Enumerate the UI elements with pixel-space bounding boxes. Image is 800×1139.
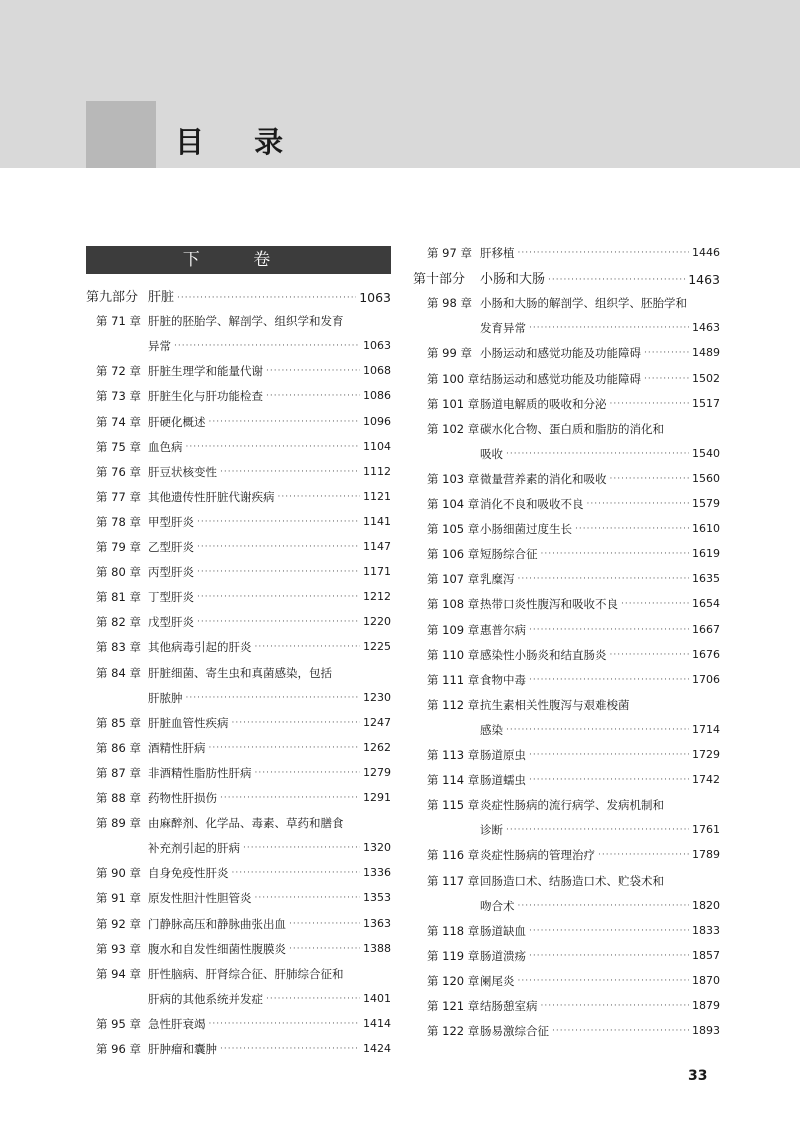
chapter-number: 第 107 章	[427, 572, 480, 587]
page-ref: 1619	[692, 547, 720, 561]
page-ref: 1112	[363, 464, 391, 478]
page-ref: 1121	[363, 489, 391, 503]
toc-chapter-entry[interactable]	[427, 494, 720, 514]
chapter-title: 肝脏生理学和能量代谢	[148, 364, 263, 379]
dot-leader	[220, 1039, 360, 1059]
page-ref: 1096	[363, 414, 391, 428]
page-ref: 1463	[692, 321, 720, 335]
chapter-number: 第 111 章	[427, 672, 480, 687]
toc-chapter-continuation[interactable]	[427, 318, 720, 338]
chapter-title-continuation: 发育异常	[480, 321, 526, 336]
chapter-number: 第 109 章	[427, 622, 480, 637]
page-ref: 1388	[363, 941, 391, 955]
dot-leader	[197, 587, 360, 607]
toc-chapter-entry[interactable]	[427, 620, 720, 640]
chapter-number: 第 115 章	[427, 798, 480, 813]
dot-leader	[232, 863, 361, 883]
chapter-title: 肝脏的胚胎学、解剖学、组织学和发育	[148, 314, 344, 329]
page-ref: 1870	[692, 973, 720, 987]
chapter-title: 其他遗传性肝脏代谢疾病	[148, 489, 275, 504]
toc-chapter-continuation[interactable]	[427, 720, 720, 740]
dot-leader	[610, 394, 690, 414]
toc-chapter-entry[interactable]	[86, 587, 391, 607]
page-ref: 1635	[692, 572, 720, 586]
volume-banner: 下 卷	[86, 246, 391, 274]
dot-leader	[506, 820, 689, 840]
toc-chapter-entry[interactable]	[427, 569, 720, 589]
page-ref: 1063	[363, 339, 391, 353]
chapter-number: 第 102 章	[427, 421, 480, 436]
toc-chapter-continuation[interactable]	[86, 688, 391, 708]
page-ref: 1729	[692, 748, 720, 761]
chapter-number: 第 106 章	[427, 547, 480, 562]
toc-chapter-entry[interactable]	[86, 738, 391, 758]
page-ref: 1247	[363, 715, 391, 729]
page-ref: 1667	[692, 622, 720, 636]
page-ref: 1320	[363, 841, 391, 855]
dot-leader	[518, 243, 690, 263]
chapter-number: 第 93 章	[96, 941, 141, 956]
chapter-title: 回肠造口术、结肠造口术、贮袋术和	[480, 873, 664, 888]
chapter-number: 第 104 章	[427, 497, 480, 511]
toc-chapter-entry[interactable]	[86, 361, 391, 381]
chapter-number: 第 73 章	[96, 389, 141, 404]
page-ref: 1893	[692, 1024, 720, 1038]
toc-chapter-entry[interactable]	[86, 914, 391, 934]
dot-leader	[610, 469, 690, 489]
toc-chapter-entry[interactable]	[86, 1039, 391, 1059]
chapter-title: 感染性小肠炎和结直肠炎	[480, 647, 607, 662]
dot-leader	[243, 838, 360, 858]
chapter-number: 第 110 章	[427, 647, 480, 662]
toc-chapter-entry[interactable]	[86, 512, 391, 532]
toc-chapter-entry[interactable]	[86, 462, 391, 482]
toc-chapter-entry[interactable]	[427, 745, 720, 765]
page-ref: 1742	[692, 773, 720, 787]
page-ref: 1363	[363, 916, 391, 930]
dot-leader	[186, 437, 361, 457]
page-ref: 1063	[359, 290, 391, 305]
page-ref: 1517	[692, 396, 720, 410]
toc-chapter-entry[interactable]	[427, 921, 720, 941]
dot-leader	[197, 512, 360, 532]
chapter-title: 惠普尔病	[480, 622, 526, 637]
chapter-title: 阑尾炎	[480, 973, 515, 988]
toc-chapter-entry[interactable]	[86, 713, 391, 733]
chapter-number: 第 87 章	[96, 765, 141, 780]
chapter-number: 第 121 章	[427, 999, 480, 1013]
chapter-number: 第 95 章	[96, 1016, 141, 1031]
chapter-title: 丁型肝炎	[148, 590, 194, 605]
chapter-title: 由麻醉剂、化学品、毒素、草药和膳食	[148, 816, 344, 831]
toc-chapter-continuation[interactable]	[86, 336, 391, 356]
chapter-title-continuation: 感染	[480, 722, 503, 737]
chapter-number: 第 108 章	[427, 597, 480, 612]
toc-chapter-continuation[interactable]	[86, 838, 391, 858]
page-ref: 1171	[363, 565, 391, 579]
chapter-title-continuation: 补充剂引起的肝病	[148, 841, 240, 856]
dot-leader	[587, 494, 690, 514]
toc-chapter-entry[interactable]	[86, 663, 391, 683]
toc-chapter-entry[interactable]	[427, 369, 720, 389]
chapter-number: 第 97 章	[427, 246, 472, 260]
page-ref: 1654	[692, 597, 720, 611]
chapter-title: 肠道原虫	[480, 748, 526, 762]
dot-leader	[266, 989, 360, 1009]
page-ref: 1141	[363, 514, 391, 528]
toc-chapter-entry[interactable]	[427, 795, 720, 815]
page-ref: 1761	[692, 823, 720, 837]
chapter-number: 第 98 章	[427, 296, 472, 311]
chapter-title-continuation: 诊断	[480, 823, 503, 838]
dot-leader	[255, 637, 361, 657]
dot-leader	[209, 1014, 361, 1034]
page-ref: 1446	[692, 246, 720, 259]
toc-chapter-entry[interactable]	[427, 394, 720, 414]
toc-chapter-entry[interactable]	[86, 612, 391, 632]
page-ref: 1502	[692, 371, 720, 385]
chapter-title: 药物性肝损伤	[148, 791, 217, 805]
toc-chapter-entry[interactable]	[427, 1021, 720, 1041]
chapter-number: 第 105 章	[427, 522, 480, 537]
chapter-title: 乳糜泻	[480, 572, 515, 587]
chapter-number: 第 78 章	[96, 514, 141, 529]
dot-leader	[506, 720, 689, 740]
dot-leader	[529, 670, 689, 690]
chapter-number: 第 83 章	[96, 640, 141, 655]
chapter-title: 肠易激综合征	[480, 1024, 549, 1039]
toc-chapter-entry[interactable]	[427, 845, 720, 865]
dot-leader	[209, 738, 361, 758]
toc-chapter-entry[interactable]	[86, 1014, 391, 1034]
chapter-title: 肠道溃疡	[480, 948, 526, 963]
page-ref: 1820	[692, 898, 720, 912]
chapter-title: 小肠细菌过度生长	[480, 522, 572, 537]
page-ref: 1789	[692, 848, 720, 862]
toc-chapter-entry[interactable]	[427, 293, 720, 313]
page-ref: 1068	[363, 364, 391, 378]
chapter-number: 第 103 章	[427, 471, 480, 486]
chapter-title: 肝豆状核变性	[148, 464, 217, 479]
dot-leader	[266, 361, 360, 381]
toc-chapter-entry[interactable]	[427, 770, 720, 790]
toc-chapter-entry[interactable]	[427, 594, 720, 614]
page-ref: 1879	[692, 999, 720, 1012]
part-number: 第十部分	[413, 272, 466, 288]
chapter-number: 第 77 章	[96, 489, 141, 504]
chapter-number: 第 74 章	[96, 414, 141, 429]
dot-leader	[289, 939, 360, 959]
page-ref: 1212	[363, 590, 391, 604]
chapter-title: 酒精性肝病	[148, 740, 206, 755]
chapter-number: 第 86 章	[96, 740, 141, 755]
page-ref: 1463	[688, 272, 720, 288]
dot-leader	[621, 594, 689, 614]
chapter-title: 戊型肝炎	[148, 615, 194, 630]
dot-leader	[644, 369, 689, 389]
dot-leader	[529, 946, 689, 966]
chapter-number: 第 84 章	[96, 665, 141, 680]
chapter-title: 微量营养素的消化和吸收	[480, 471, 607, 486]
chapter-title: 小肠运动和感觉功能及功能障碍	[480, 346, 641, 361]
chapter-title: 甲型肝炎	[148, 514, 194, 529]
chapter-number: 第 82 章	[96, 615, 141, 630]
dot-leader	[220, 788, 360, 808]
toc-chapter-entry[interactable]	[427, 469, 720, 489]
chapter-number: 第 80 章	[96, 565, 141, 580]
toc-chapter-entry[interactable]	[86, 863, 391, 883]
dot-leader	[529, 318, 689, 338]
dot-leader	[209, 412, 361, 432]
chapter-number: 第 99 章	[427, 346, 472, 361]
chapter-number: 第 120 章	[427, 973, 480, 988]
chapter-title: 消化不良和吸收不良	[480, 497, 584, 511]
toc-chapter-entry[interactable]	[86, 788, 391, 808]
toc-chapter-entry[interactable]	[427, 645, 720, 665]
part-number: 第九部分	[86, 290, 139, 305]
chapter-title: 炎症性肠病的管理治疗	[480, 848, 595, 863]
dot-leader	[518, 971, 690, 991]
chapter-title: 门静脉高压和静脉曲张出血	[148, 916, 286, 931]
chapter-number: 第 112 章	[427, 697, 480, 712]
chapter-title: 肝脏血管性疾病	[148, 715, 229, 730]
chapter-number: 第 85 章	[96, 715, 141, 730]
part-title: 小肠和大肠	[480, 272, 546, 288]
toc-chapter-entry[interactable]	[427, 243, 720, 263]
dot-leader	[220, 462, 360, 482]
chapter-number: 第 122 章	[427, 1024, 480, 1039]
page-ref: 1291	[363, 791, 391, 804]
chapter-number: 第 116 章	[427, 848, 480, 863]
chapter-number: 第 72 章	[96, 364, 141, 379]
dot-leader	[278, 487, 361, 507]
header-accent-box	[86, 101, 156, 168]
toc-chapter-entry[interactable]	[86, 562, 391, 582]
chapter-title: 短肠综合征	[480, 547, 538, 562]
dot-leader	[197, 612, 360, 632]
chapter-title: 肠道蠕虫	[480, 773, 526, 788]
chapter-title-continuation: 异常	[148, 339, 171, 354]
dot-leader	[186, 688, 361, 708]
chapter-number: 第 91 章	[96, 891, 141, 906]
page-ref: 1220	[363, 615, 391, 629]
dot-leader	[529, 770, 689, 790]
toc-chapter-entry[interactable]	[86, 386, 391, 406]
page-ref: 1540	[692, 446, 720, 460]
header-band	[0, 0, 800, 168]
page-ref: 1579	[692, 497, 720, 510]
chapter-title: 肝脏细菌、寄生虫和真菌感染，包括	[148, 665, 332, 680]
chapter-title: 非酒精性脂肪性肝病	[148, 765, 252, 780]
dot-leader	[197, 537, 360, 557]
page-ref: 1610	[692, 522, 720, 536]
dot-leader	[289, 914, 360, 934]
page-ref: 1489	[692, 346, 720, 360]
toc-chapter-continuation[interactable]	[427, 820, 720, 840]
chapter-title: 丙型肝炎	[148, 565, 194, 580]
chapter-title-continuation: 吸收	[480, 446, 503, 461]
page-ref: 1086	[363, 389, 391, 403]
dot-leader	[598, 845, 689, 865]
toc-chapter-continuation[interactable]	[427, 444, 720, 464]
dot-leader	[610, 645, 690, 665]
page-ref: 1401	[363, 991, 391, 1005]
chapter-title: 腹水和自发性细菌性腹膜炎	[148, 941, 286, 956]
toc-chapter-entry[interactable]	[427, 343, 720, 363]
toc-chapter-entry[interactable]	[86, 939, 391, 959]
chapter-number: 第 101 章	[427, 396, 480, 411]
chapter-number: 第 94 章	[96, 966, 141, 981]
toc-chapter-continuation[interactable]	[86, 989, 391, 1009]
dot-leader	[552, 1021, 689, 1041]
dot-leader	[197, 562, 360, 582]
toc-chapter-entry[interactable]	[427, 996, 720, 1016]
toc-chapter-entry[interactable]	[86, 888, 391, 908]
toc-chapter-entry[interactable]	[427, 871, 720, 891]
page-ref: 1676	[692, 647, 720, 661]
chapter-title-continuation: 肝病的其他系统并发症	[148, 991, 263, 1006]
chapter-title: 乙型肝炎	[148, 540, 194, 554]
chapter-title: 肝肿瘤和囊肿	[148, 1042, 217, 1056]
chapter-title: 炎症性肠病的流行病学、发病机制和	[480, 798, 664, 813]
chapter-title: 肠道缺血	[480, 923, 526, 938]
toc-chapter-entry[interactable]	[427, 946, 720, 966]
chapter-title: 小肠和大肠的解剖学、组织学、胚胎学和	[480, 296, 687, 311]
chapter-title: 结肠运动和感觉功能及功能障碍	[480, 371, 641, 386]
chapter-number: 第 100 章	[427, 371, 480, 386]
chapter-title: 肝移植	[480, 246, 515, 260]
chapter-title: 其他病毒引起的肝炎	[148, 640, 252, 655]
page-ref: 1336	[363, 866, 391, 880]
toc-chapter-entry[interactable]	[427, 419, 720, 439]
page-ref: 1414	[363, 1016, 391, 1030]
toc-chapter-entry[interactable]	[86, 487, 391, 507]
toc-chapter-entry[interactable]	[427, 670, 720, 690]
dot-leader	[177, 288, 356, 308]
dot-leader	[255, 888, 361, 908]
dot-leader	[232, 713, 361, 733]
chapter-title-continuation: 吻合术	[480, 898, 515, 913]
dot-leader	[529, 921, 689, 941]
chapter-number: 第 113 章	[427, 748, 480, 762]
toc-chapter-entry[interactable]	[427, 695, 720, 715]
page-number: 33	[688, 1068, 708, 1084]
chapter-title-continuation: 肝脓肿	[148, 690, 183, 705]
toc-chapter-entry[interactable]	[86, 437, 391, 457]
dot-leader	[174, 336, 360, 356]
dot-leader	[518, 896, 690, 916]
chapter-number: 第 79 章	[96, 540, 141, 554]
page-ref: 1857	[692, 948, 720, 962]
page-ref: 1262	[363, 740, 391, 754]
chapter-number: 第 71 章	[96, 314, 141, 329]
toc-chapter-entry[interactable]	[86, 311, 391, 331]
dot-leader	[255, 763, 361, 783]
chapter-number: 第 88 章	[96, 791, 141, 805]
toc-part-entry[interactable]	[86, 288, 391, 308]
page-ref: 1104	[363, 439, 391, 453]
chapter-title: 肝硬化概述	[148, 414, 206, 429]
toc-part-entry[interactable]	[413, 270, 720, 290]
chapter-number: 第 90 章	[96, 866, 141, 881]
chapter-title: 自身免疫性肝炎	[148, 866, 229, 881]
toc-chapter-entry[interactable]	[86, 412, 391, 432]
page-ref: 1424	[363, 1042, 391, 1055]
toc-chapter-entry[interactable]	[86, 537, 391, 557]
page-ref: 1279	[363, 765, 391, 779]
chapter-title: 肝脏生化与肝功能检查	[148, 389, 263, 404]
chapter-number: 第 119 章	[427, 948, 480, 963]
toc-chapter-entry[interactable]	[427, 519, 720, 539]
chapter-number: 第 118 章	[427, 923, 480, 938]
chapter-number: 第 96 章	[96, 1042, 141, 1056]
page-ref: 1230	[363, 690, 391, 704]
toc-chapter-entry[interactable]	[86, 964, 391, 984]
dot-leader	[644, 343, 689, 363]
dot-leader	[529, 620, 689, 640]
chapter-title: 血色病	[148, 439, 183, 454]
chapter-number: 第 92 章	[96, 916, 141, 931]
chapter-title: 抗生素相关性腹泻与艰难梭菌	[480, 697, 630, 712]
chapter-number: 第 89 章	[96, 816, 141, 831]
chapter-title: 结肠憩室病	[480, 999, 538, 1013]
page-title: 目 录	[175, 125, 304, 159]
toc-chapter-entry[interactable]	[86, 637, 391, 657]
dot-leader	[518, 569, 690, 589]
page-ref: 1225	[363, 640, 391, 654]
toc-chapter-entry[interactable]	[427, 544, 720, 564]
chapter-title: 原发性胆汁性胆管炎	[148, 891, 252, 906]
chapter-number: 第 76 章	[96, 464, 141, 479]
page-ref: 1147	[363, 540, 391, 553]
dot-leader	[548, 270, 685, 290]
toc-chapter-entry[interactable]	[86, 813, 391, 833]
chapter-title: 肝性脑病、肝肾综合征、肝肺综合征和	[148, 966, 344, 981]
dot-leader	[266, 386, 360, 406]
toc-chapter-continuation[interactable]	[427, 896, 720, 916]
chapter-title: 急性肝衰竭	[148, 1016, 206, 1031]
dot-leader	[541, 544, 690, 564]
chapter-title: 热带口炎性腹泻和吸收不良	[480, 597, 618, 612]
chapter-number: 第 117 章	[427, 873, 480, 888]
toc-chapter-entry[interactable]	[86, 763, 391, 783]
chapter-title: 碳水化合物、蛋白质和脂肪的消化和	[480, 421, 664, 436]
chapter-title: 食物中毒	[480, 672, 526, 687]
chapter-number: 第 81 章	[96, 590, 141, 605]
chapter-title: 肠道电解质的吸收和分泌	[480, 396, 607, 411]
page-ref: 1833	[692, 923, 720, 937]
page-ref: 1560	[692, 471, 720, 485]
page-ref: 1714	[692, 722, 720, 736]
dot-leader	[529, 745, 689, 765]
dot-leader	[506, 444, 689, 464]
chapter-number: 第 75 章	[96, 439, 141, 454]
page-ref: 1353	[363, 891, 391, 905]
part-title: 肝脏	[148, 290, 175, 305]
dot-leader	[575, 519, 689, 539]
toc-chapter-entry[interactable]	[427, 971, 720, 991]
dot-leader	[541, 996, 690, 1016]
chapter-number: 第 114 章	[427, 773, 480, 788]
page-ref: 1706	[692, 672, 720, 686]
